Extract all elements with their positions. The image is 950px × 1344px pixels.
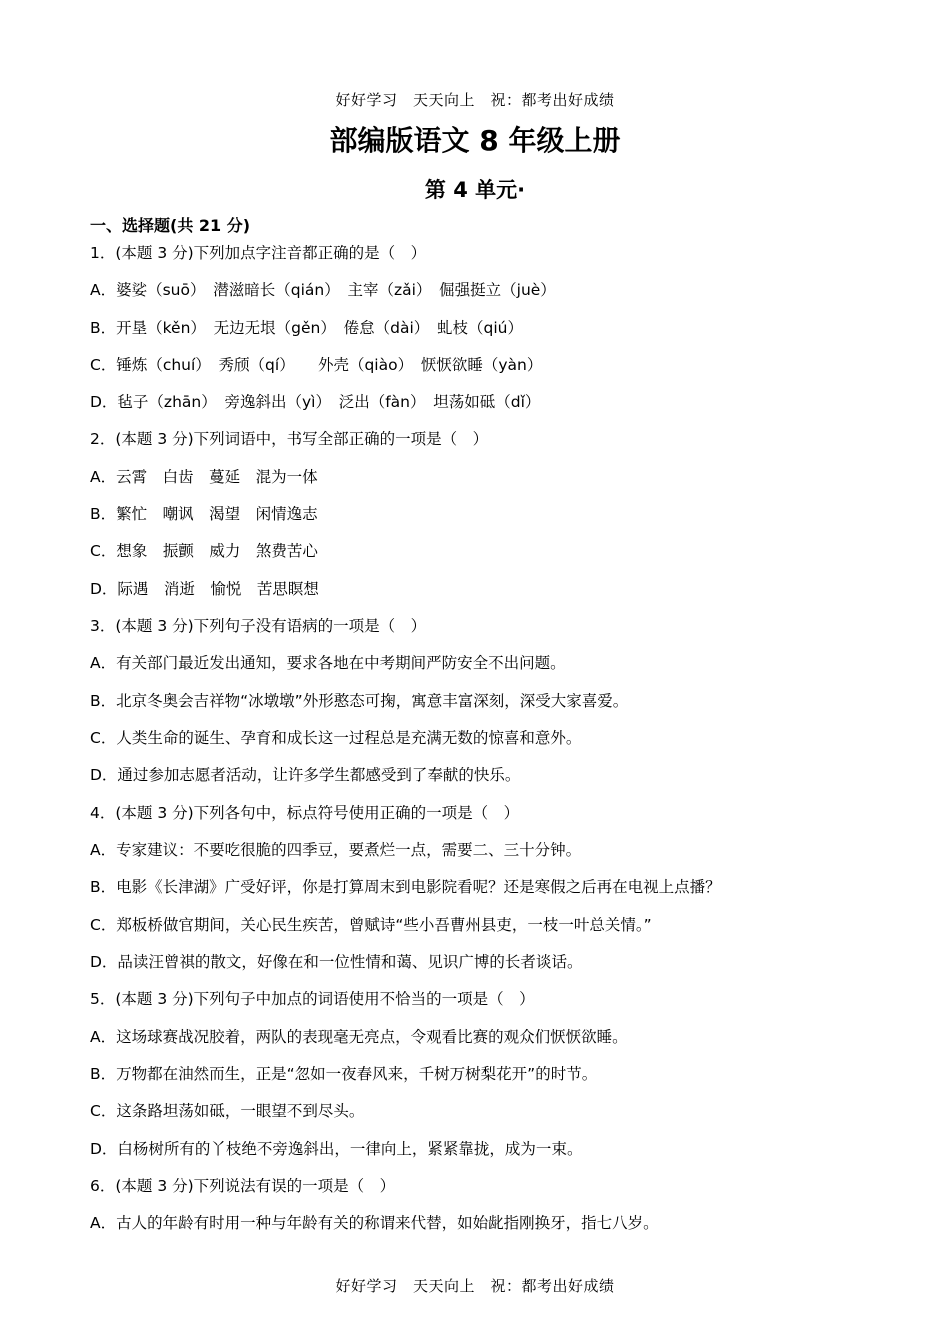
page-footer: 好好学习 天天向上 祝：都考出好成绩 [335, 1277, 615, 1295]
option-line: C．想象 振颤 威力 煞费苦心 [90, 542, 318, 560]
question-6: 6．(本题 3 分)下列说法有误的一项是（ ） [90, 1177, 396, 1195]
option-line: A．婆娑（suō） 潜滋暗长（qián） 主宰（zǎi） 倔强挺立（juè） [90, 281, 556, 299]
question-2: 2．(本题 3 分)下列词语中，书写全部正确的一项是（ ） [90, 430, 489, 448]
option-line: B．万物都在油然而生，正是“忽如一夜春风来，千树万树梨花开”的时节。 [90, 1065, 598, 1083]
option-line: C．锤炼（chuí） 秀颀（qí） 外壳（qiào） 恹恹欲睡（yàn） [90, 356, 543, 374]
question-3: 3．(本题 3 分)下列句子没有语病的一项是（ ） [90, 617, 427, 635]
question-5: 5．(本题 3 分)下列句子中加点的词语使用不恰当的一项是（ ） [90, 990, 535, 1008]
option-line: B．电影《长津湖》广受好评，你是打算周末到电影院看呢？还是寒假之后再在电视上点播？ [90, 878, 721, 896]
option-line: A．有关部门最近发出通知，要求各地在中考期间严防安全不出问题。 [90, 654, 566, 672]
option-line: A．古人的年龄有时用一种与年龄有关的称谓来代替，如始龀指刚换牙，指七八岁。 [90, 1214, 659, 1232]
option-line: D．毡子（zhān） 旁逸斜出（yì） 泛出（fàn） 坦荡如砥（dǐ） [90, 393, 541, 411]
option-line: A．云霄 白齿 蔓延 混为一体 [90, 468, 318, 486]
option-line: C．这条路坦荡如砥，一眼望不到尽头。 [90, 1102, 365, 1120]
option-line: B．北京冬奥会吉祥物“冰墩墩”外形憨态可掬，寓意丰富深刻，深受大家喜爱。 [90, 692, 629, 710]
page-header: 好好学习 天天向上 祝：都考出好成绩 [335, 91, 615, 109]
option-line: A．专家建议：不要吃很脆的四季豆，要煮烂一点，需要二、三十分钟。 [90, 841, 582, 859]
question-1: 1．(本题 3 分)下列加点字注音都正确的是（ ） [90, 244, 427, 262]
unit-title: 第 4 单元· [424, 178, 526, 202]
section-heading: 一、选择题(共 21 分) [90, 216, 251, 235]
option-line: B．开垦（kěn） 无边无垠（gěn） 倦怠（dài） 虬枝（qiú） [90, 319, 523, 337]
option-line: D．白杨树所有的丫枝绝不旁逸斜出，一律向上，紧紧靠拢，成为一束。 [90, 1140, 583, 1158]
option-line: C．人类生命的诞生、孕育和成长这一过程总是充满无数的惊喜和意外。 [90, 729, 582, 747]
option-line: A．这场球赛战况胶着，两队的表现毫无亮点，令观看比赛的观众们恹恹欲睡。 [90, 1028, 628, 1046]
option-line: D．际遇 消逝 愉悦 苦思瞑想 [90, 580, 319, 598]
option-line: D．品读汪曾祺的散文，好像在和一位性情和蔼、见识广博的长者谈话。 [90, 953, 583, 971]
option-line: C．郑板桥做官期间，关心民生疾苦，曾赋诗“些小吾曹州县吏，一枝一叶总关情。” [90, 916, 652, 934]
document-title: 部编版语文 8 年级上册 [329, 124, 621, 157]
question-4: 4．(本题 3 分)下列各句中，标点符号使用正确的一项是（ ） [90, 804, 520, 822]
option-line: B．繁忙 嘲讽 渴望 闲情逸志 [90, 505, 318, 523]
option-line: D．通过参加志愿者活动，让许多学生都感受到了奉献的快乐。 [90, 766, 521, 784]
